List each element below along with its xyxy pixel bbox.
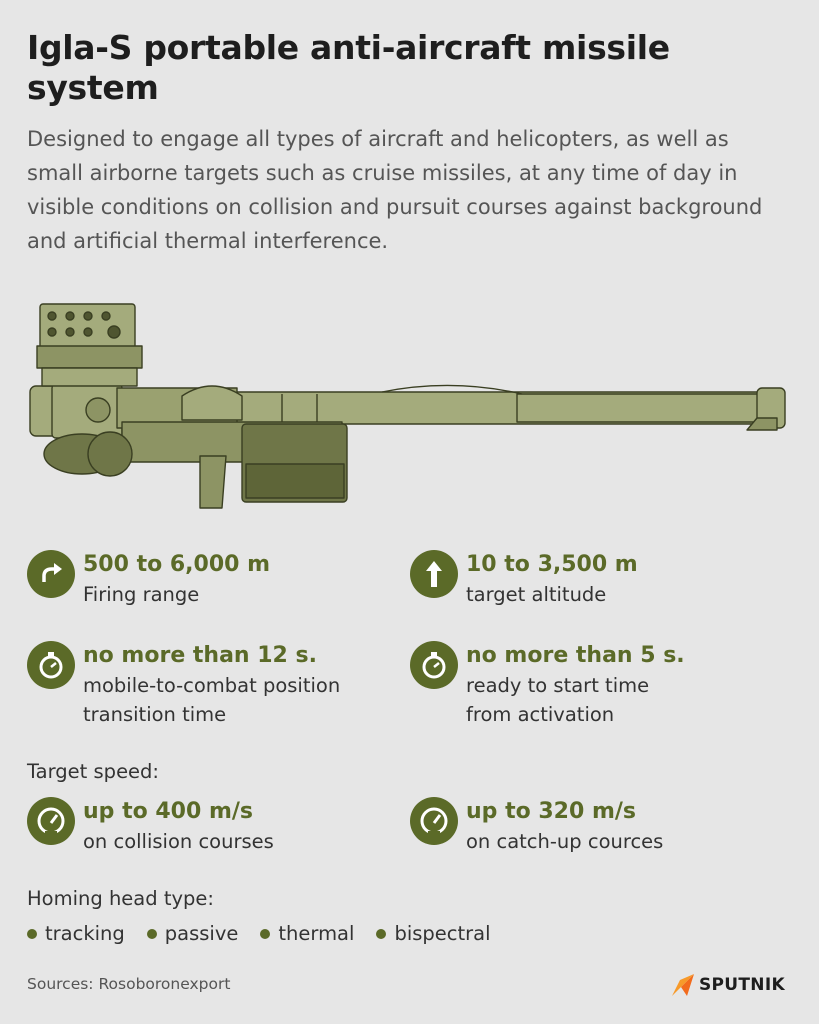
homing-type-label: bispectral [394, 922, 491, 945]
bullet-dot [260, 929, 270, 939]
stat-value: up to 320 m/s [466, 799, 636, 824]
stat-combat-transition [27, 641, 340, 729]
stat-label: target altitude [466, 583, 607, 606]
stat-value: 10 to 3,500 m [466, 552, 638, 577]
stopwatch-icon [410, 641, 458, 689]
target-speed-heading: Target speed: [27, 760, 160, 783]
up-arrow-icon [410, 550, 458, 598]
stat-speed-collision [27, 797, 274, 856]
stat-value: no more than 12 s. [83, 643, 317, 668]
homing-type-label: tracking [45, 922, 125, 945]
sources-text: Sources: Rosoboronexport [27, 975, 231, 993]
stat-label: Firing range [83, 583, 200, 606]
missile-illustration [22, 296, 797, 521]
curved-arrow-icon [27, 550, 75, 598]
stat-speed-catch-up [410, 797, 663, 856]
speedometer-icon [410, 797, 458, 845]
stat-label-line1: ready to start time [466, 674, 650, 697]
stat-label-line2: from activation [466, 703, 615, 726]
stopwatch-icon [27, 641, 75, 689]
page-title: Igla-S portable anti-aircraft missile system [27, 28, 670, 107]
stat-ready-time [410, 641, 685, 729]
description: Designed to engage all types of aircraft and helicopters, as well as small airborne targets such as cruise missiles, at any time of day in visible conditions on collision and pursuit courses against background and artificial thermal interference. [27, 127, 763, 253]
bullet-dot [376, 929, 386, 939]
stat-value: no more than 5 s. [466, 643, 685, 668]
sputnik-logo-icon [670, 972, 696, 998]
list-item [260, 922, 354, 945]
stat-value: up to 400 m/s [83, 799, 253, 824]
homing-type-label: passive [164, 922, 239, 945]
homing-type-label: thermal [278, 922, 355, 945]
stat-label: on catch-up cources [466, 830, 664, 853]
speedometer-icon [27, 797, 75, 845]
list-item [27, 922, 125, 945]
list-item [376, 922, 490, 945]
homing-heading: Homing head type: [27, 887, 214, 910]
stat-label-line1: mobile-to-combat position [83, 674, 341, 697]
logo-text: SPUTNIK [699, 975, 785, 995]
bullet-dot [27, 929, 37, 939]
stat-value: 500 to 6,000 m [83, 552, 271, 577]
list-item [147, 922, 239, 945]
sputnik-logo [670, 972, 785, 998]
homing-types-list [27, 922, 513, 945]
stat-target-altitude [410, 550, 638, 609]
bullet-dot [147, 929, 157, 939]
stat-label: on collision courses [83, 830, 274, 853]
stat-firing-range [27, 550, 270, 609]
stat-label-line2: transition time [83, 703, 227, 726]
